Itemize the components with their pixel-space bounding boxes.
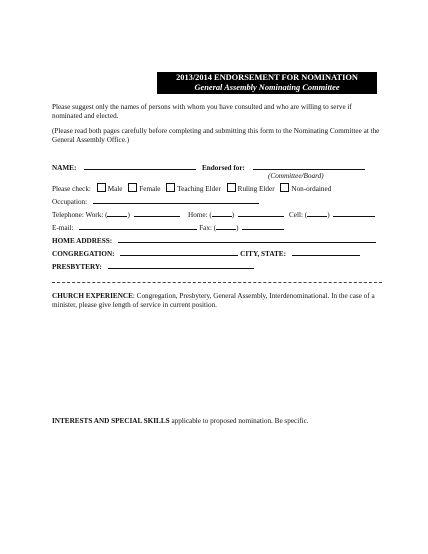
cell-phone-field[interactable] [333, 209, 375, 217]
home-area-close: ) [231, 211, 235, 219]
fax-field[interactable] [242, 222, 284, 230]
fax-area-open: ( [213, 224, 217, 232]
interests-skills [52, 417, 382, 426]
interests-text: applicable to proposed nomination. Be specific. [169, 417, 309, 425]
church-experience-answer[interactable] [52, 306, 382, 406]
church-experience-label: CHURCH EXPERIENCE [52, 292, 133, 300]
fax-area-field[interactable] [213, 222, 239, 232]
note-text: (Please read both pages carefully before completing and submitting this form to the Nominating Committee at the General Assembly Office.) [52, 127, 380, 144]
home-area-field[interactable] [212, 209, 235, 219]
cell-area-open: ( [304, 211, 308, 219]
home-area-open: ( [209, 211, 212, 219]
presbytery-label: PRESBYTERY: [52, 263, 102, 271]
header-subtitle: General Assembly Nominating Committee [194, 83, 340, 92]
city-state-field[interactable] [292, 248, 360, 256]
fax-label: Fax: [199, 224, 212, 232]
email-row [52, 222, 284, 232]
male-checkbox[interactable] [97, 183, 106, 192]
non-ordained-checkbox[interactable] [280, 183, 289, 192]
female-label: Female [139, 185, 161, 193]
check-label: Please check: [52, 185, 91, 193]
cell-area-close: ) [327, 211, 330, 219]
city-state-label: CITY, STATE: [240, 250, 286, 258]
home-address-label: HOME ADDRESS: [52, 237, 113, 245]
header-title: 2013/2014 ENDORSEMENT FOR NOMINATION [176, 73, 358, 82]
interests-label: INTERESTS AND SPECIAL SKILLS [52, 417, 170, 425]
work-area-open: ( [105, 211, 108, 219]
work-area-close: ) [127, 211, 130, 219]
male-label: Male [107, 185, 123, 193]
home-address-field[interactable] [118, 235, 376, 243]
ruling-elder-label: Ruling Elder [237, 185, 275, 193]
email-field[interactable] [79, 222, 197, 230]
presbytery-row [52, 261, 254, 271]
telephone-row [52, 209, 180, 219]
work-phone-field[interactable] [134, 209, 180, 217]
occupation-row [52, 196, 259, 206]
teaching-elder-checkbox[interactable] [166, 183, 175, 192]
female-checkbox[interactable] [128, 183, 137, 192]
form-header [157, 72, 377, 94]
check-row [52, 183, 331, 193]
congregation-row [52, 248, 360, 258]
congregation-label: CONGREGATION: [52, 250, 115, 258]
home-phone-field[interactable] [238, 209, 284, 217]
work-area-field[interactable] [107, 209, 130, 219]
home-label: Home: [188, 211, 208, 219]
name-label: NAME: [52, 164, 77, 172]
occupation-field[interactable] [93, 196, 259, 204]
endorsed-label: Endorsed for: [202, 164, 245, 172]
ruling-elder-checkbox[interactable] [227, 183, 236, 192]
church-experience-text: : Congregation, Presbytery, General Assembly, Interdenominational. In the case of a minister, please give length of service in current position. [52, 292, 375, 309]
telephone-label: Telephone: Work: [52, 211, 104, 219]
home-phone-group [188, 209, 284, 220]
non-ordained-label: Non-ordained [291, 185, 332, 193]
teaching-elder-label: Teaching Elder [177, 185, 221, 193]
cell-area-field[interactable] [304, 209, 330, 219]
presbytery-field[interactable] [108, 261, 254, 269]
congregation-field[interactable] [120, 248, 238, 256]
cell-label: Cell: [289, 211, 303, 219]
endorsed-sub: (Committee/Board) [268, 172, 324, 180]
fax-area-close: ) [236, 224, 239, 232]
intro-text: Please suggest only the names of persons with whom you have consulted and who are willing to serve if nominated and elected. [52, 103, 352, 120]
cell-phone-group [289, 209, 375, 220]
home-address-row [52, 235, 376, 245]
section-divider [52, 282, 382, 283]
occupation-label: Occupation: [52, 198, 88, 206]
email-label: E-mail: [52, 224, 74, 232]
endorsed-field[interactable] [253, 162, 365, 170]
interests-answer[interactable] [52, 430, 382, 540]
name-field[interactable] [84, 162, 196, 170]
name-row [52, 162, 196, 172]
